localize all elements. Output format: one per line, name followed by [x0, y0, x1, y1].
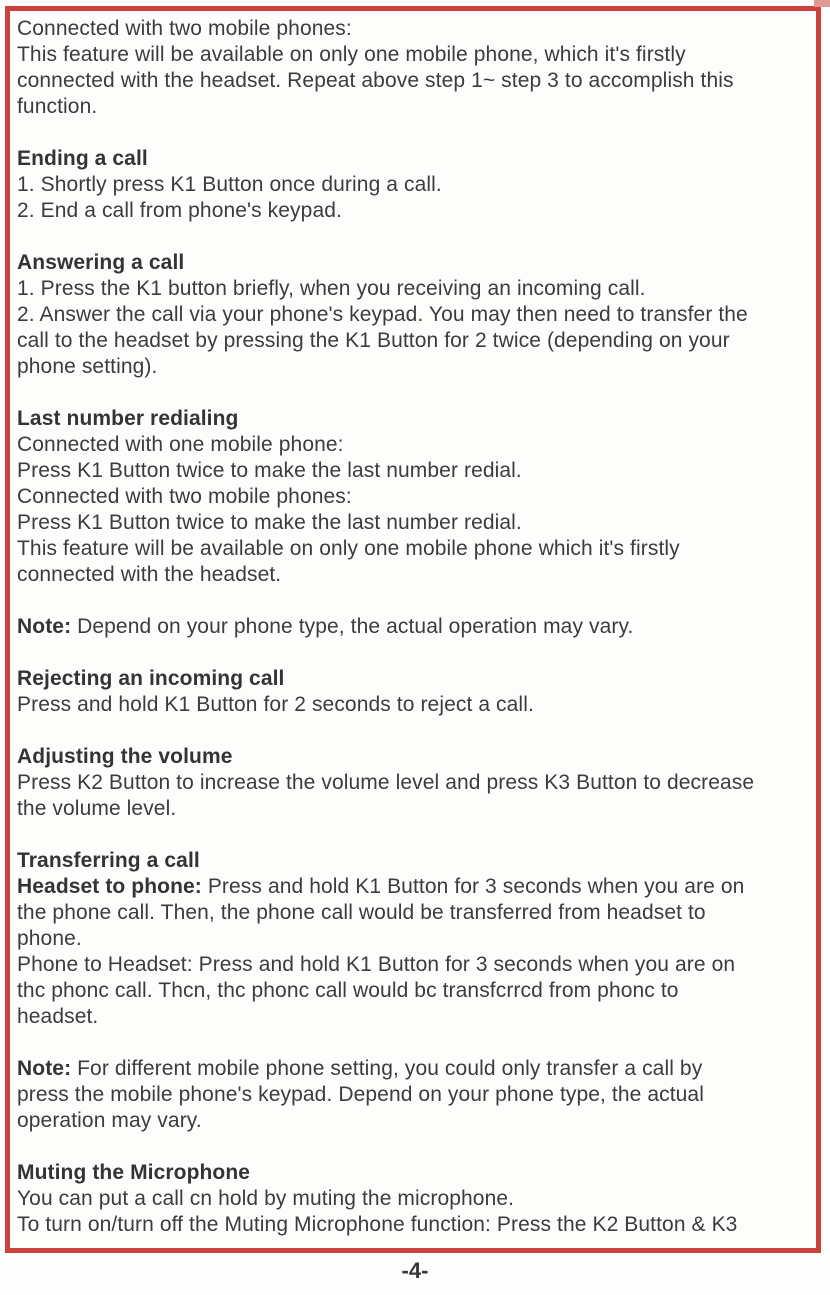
body-text: This feature will be available on only one mobile phone which it's firstly — [17, 537, 680, 560]
body-text: Connected with one mobile phone: — [17, 433, 344, 456]
document-body — [17, 16, 814, 1238]
paragraph — [17, 16, 814, 120]
body-text: Depend on your phone type, the actual operation may vary. — [71, 615, 634, 638]
body-text: headset. — [17, 1005, 99, 1028]
bold-text: Headset to phone: — [17, 875, 202, 898]
body-text: 1. Shortly press K1 Button once during a call. — [17, 173, 442, 196]
text-line — [17, 458, 814, 484]
bold-text: Note: — [17, 1057, 72, 1080]
body-text: This feature will be available on only one mobile phone, which it's firstly — [17, 43, 686, 66]
text-line — [17, 874, 814, 900]
text-line — [17, 432, 814, 458]
text-line — [17, 1186, 814, 1212]
paragraph — [17, 250, 814, 380]
text-line — [17, 692, 814, 718]
text-line — [17, 536, 814, 562]
bold-text: Note: — [17, 615, 72, 638]
body-text: Press K1 Button twice to make the last number redial. — [17, 511, 522, 534]
text-line — [17, 276, 814, 302]
body-text: 2. End a call from phone's keypad. — [17, 199, 342, 222]
text-line — [17, 484, 814, 510]
body-text: Connected with two mobile phones: — [17, 485, 352, 508]
body-text: Press and hold K1 Button for 3 seconds when you are on — [201, 875, 745, 898]
bold-text: Last number redialing — [17, 407, 239, 430]
paragraph — [17, 744, 814, 822]
body-text: Phone to Headset: Press and hold K1 Button for 3 seconds when you are on — [17, 953, 736, 976]
text-line — [17, 614, 814, 640]
text-line — [17, 328, 814, 354]
paragraph — [17, 1056, 814, 1134]
text-line — [17, 1160, 814, 1186]
body-text: connected with the headset. Repeat above step 1~ step 3 to accomplish this — [17, 69, 734, 92]
page-number: -4- — [401, 1258, 429, 1283]
body-text: thc phonc call. Thcn, thc phonc call would bc transfcrrcd from phonc to — [17, 979, 679, 1002]
text-line — [17, 172, 814, 198]
body-text: Press K1 Button twice to make the last number redial. — [17, 459, 522, 482]
body-text: Connected with two mobile phones: — [17, 17, 352, 40]
text-line — [17, 250, 814, 276]
text-line — [17, 926, 814, 952]
body-text: 1. Press the K1 button briefly, when you receiving an incoming call. — [17, 277, 646, 300]
body-text: connected with the headset. — [17, 563, 282, 586]
bold-text: Answering a call — [17, 251, 185, 274]
text-line — [17, 796, 814, 822]
text-line — [17, 770, 814, 796]
body-text: 2. Answer the call via your phone's keypad. You may then need to transfer the — [17, 303, 748, 326]
text-line — [17, 354, 814, 380]
paragraph — [17, 848, 814, 1030]
body-text: To turn on/turn off the Muting Microphone function: Press the K2 Button & K3 — [17, 1213, 738, 1236]
paragraph — [17, 614, 814, 640]
paragraph — [17, 406, 814, 588]
paragraph — [17, 146, 814, 224]
text-line — [17, 68, 814, 94]
body-text: operation may vary. — [17, 1109, 202, 1132]
body-text: function. — [17, 95, 98, 118]
body-text: phone setting). — [17, 355, 158, 378]
text-line — [17, 1108, 814, 1134]
text-line — [17, 562, 814, 588]
document-border-box — [5, 6, 821, 1253]
text-line — [17, 16, 814, 42]
body-text: the phone call. Then, the phone call would be transferred from headset to — [17, 901, 706, 924]
scan-edge-artifact — [814, 0, 830, 7]
text-line — [17, 1004, 814, 1030]
body-text: You can put a call cn hold by muting the microphone. — [17, 1187, 515, 1210]
body-text: For different mobile phone setting, you could only transfer a call by — [71, 1057, 703, 1080]
text-line — [17, 1212, 814, 1238]
text-line — [17, 146, 814, 172]
text-line — [17, 900, 814, 926]
bold-text: Adjusting the volume — [17, 745, 233, 768]
text-line — [17, 848, 814, 874]
bold-text: Muting the Microphone — [17, 1161, 251, 1184]
body-text: Press and hold K1 Button for 2 seconds to reject a call. — [17, 693, 534, 716]
text-line — [17, 302, 814, 328]
bold-text: Ending a call — [17, 147, 148, 170]
body-text: call to the headset by pressing the K1 Button for 2 twice (depending on your — [17, 329, 730, 352]
text-line — [17, 1056, 814, 1082]
paragraph — [17, 1160, 814, 1238]
body-text: Press K2 Button to increase the volume level and press K3 Button to decrease — [17, 771, 755, 794]
bold-text: Transferring a call — [17, 849, 200, 872]
body-text: phone. — [17, 927, 82, 950]
text-line — [17, 198, 814, 224]
text-line — [17, 406, 814, 432]
text-line — [17, 94, 814, 120]
text-line — [17, 510, 814, 536]
text-line — [17, 952, 814, 978]
paragraph — [17, 666, 814, 718]
text-line — [17, 744, 814, 770]
text-line — [17, 1082, 814, 1108]
body-text: the volume level. — [17, 797, 177, 820]
text-line — [17, 666, 814, 692]
bold-text: Rejecting an incoming call — [17, 667, 285, 690]
text-line — [17, 978, 814, 1004]
text-line — [17, 42, 814, 68]
body-text: press the mobile phone's keypad. Depend on your phone type, the actual — [17, 1083, 704, 1106]
